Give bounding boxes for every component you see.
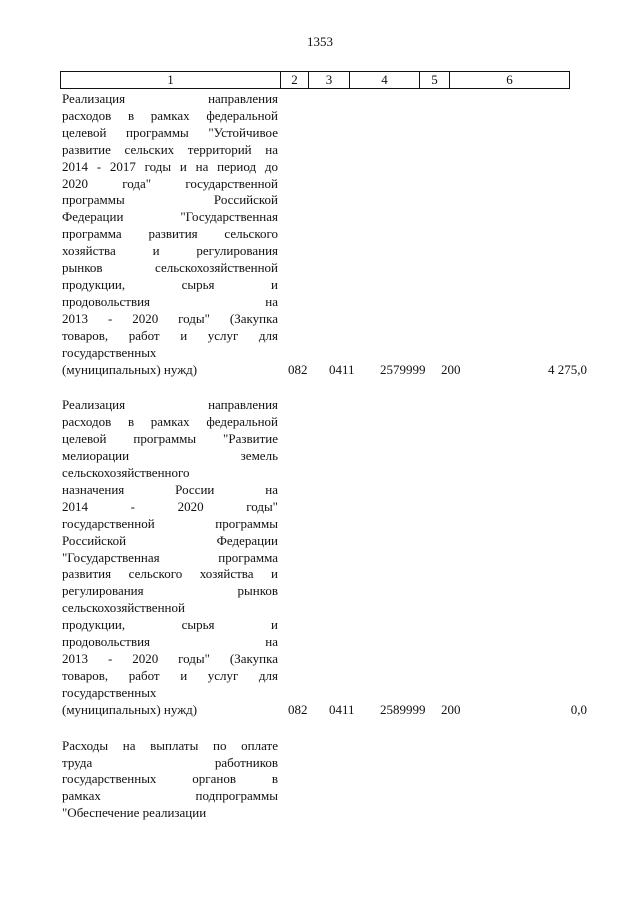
row-col-5: 200 [441, 361, 461, 377]
row-description-line: 2014 - 2020 годы" [62, 498, 278, 514]
row-description-line: сельскохозяйственной [62, 600, 185, 616]
row-col-3: 0411 [329, 701, 355, 717]
header-col-2: 2 [281, 72, 309, 89]
row-description-line: Реализация направления [62, 91, 278, 106]
entries-list [0, 91, 640, 841]
row-col-2: 082 [288, 361, 308, 377]
row-description-line: расходов в рамках федеральной [62, 107, 278, 123]
row-description-line: продовольствия на [62, 293, 278, 309]
row-description-line: товаров, работ и услуг для [62, 327, 278, 343]
row-description-line: 2013 - 2020 годы" (Закупка [62, 651, 278, 666]
row-description-line: государственной программы [62, 515, 278, 531]
row-col-4: 2579999 [380, 361, 426, 377]
row-description-line: мелиорации земель [62, 448, 278, 464]
row-description-line: товаров, работ и услуг для [62, 667, 278, 683]
row-description-line: продукции, сырья и [62, 276, 278, 292]
table-row [0, 91, 640, 378]
row-description-line: сельскохозяйственного [62, 465, 190, 481]
row-description-line: (муниципальных) нужд) [62, 361, 198, 377]
row-description [62, 91, 278, 378]
header-col-5: 5 [420, 72, 450, 89]
row-description [62, 397, 278, 718]
row-description-line: государственных [62, 684, 157, 700]
header-row [61, 72, 570, 89]
row-description-line: (муниципальных) нужд) [62, 701, 198, 717]
row-col-6: 4 275,0 [548, 361, 587, 377]
column-header-table [60, 71, 570, 89]
row-description-line: 2014 - 2017 годы и на период до [62, 158, 278, 174]
row-description-line: развитие сельских территорий на [62, 141, 278, 157]
row-description-line: 2020 года" государственной [62, 175, 278, 191]
row-col-2: 082 [288, 701, 308, 717]
header-col-6: 6 [450, 72, 570, 89]
row-description-line: продукции, сырья и [62, 617, 278, 633]
row-description-line: 2013 - 2020 годы" (Закупка [62, 310, 278, 326]
page-number: 1353 [307, 34, 333, 49]
row-description-line: программы Российской [62, 192, 278, 208]
row-description-line: развития сельского хозяйства и [62, 566, 278, 582]
row-description-line: продовольствия на [62, 634, 278, 650]
row-col-5: 200 [441, 701, 461, 717]
row-description-line: "Государственная программа [62, 549, 278, 565]
row-description-line: Реализация направления [62, 397, 278, 413]
row-col-6: 0,0 [570, 701, 587, 717]
row-description [62, 738, 278, 823]
row-description-line: назначения России на [62, 481, 278, 497]
table-row [0, 397, 640, 718]
row-description-line: рынков сельскохозяйственной [62, 260, 278, 276]
row-description-line: государственных [62, 344, 157, 360]
row-col-4: 2589999 [380, 701, 426, 717]
row-description-line: расходов в рамках федеральной [62, 414, 278, 430]
header-col-4: 4 [350, 72, 420, 89]
row-description-line: "Обеспечение реализации [62, 805, 207, 821]
table-row [0, 738, 640, 823]
row-description-line: целевой программы "Развитие [62, 431, 278, 447]
row-description-line: государственных органов в [62, 771, 278, 787]
header-col-1: 1 [61, 72, 281, 89]
row-description-line: Российской Федерации [62, 532, 278, 548]
row-description-line: труда работников [62, 754, 278, 770]
row-description-line: целевой программы "Устойчивое [62, 124, 278, 140]
row-col-3: 0411 [329, 361, 355, 377]
row-description-line: рамках подпрограммы [62, 788, 278, 804]
row-description-line: программа развития сельского [62, 226, 278, 242]
row-description-line: Федерации "Государственная [62, 209, 278, 225]
row-description-line: регулирования рынков [62, 583, 278, 599]
header-col-3: 3 [309, 72, 350, 89]
row-description-line: хозяйства и регулирования [62, 243, 278, 259]
row-description-line: Расходы на выплаты по оплате [62, 737, 278, 753]
